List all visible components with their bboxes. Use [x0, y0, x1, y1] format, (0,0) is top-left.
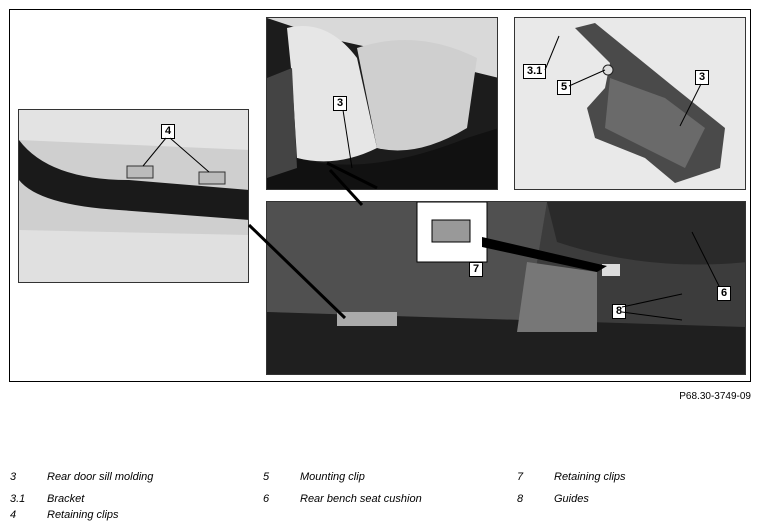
- callout-3-part: 3: [695, 70, 709, 85]
- callout-3-1: 3.1: [523, 64, 546, 79]
- callout-3: 3: [333, 96, 347, 111]
- callout-5: 5: [557, 80, 571, 95]
- callout-4: 4: [161, 124, 175, 139]
- callout-8: 8: [612, 304, 626, 319]
- callout-6: 6: [717, 286, 731, 301]
- callout-7: 7: [469, 262, 483, 277]
- figure-id: P68.30-3749-09: [679, 391, 751, 402]
